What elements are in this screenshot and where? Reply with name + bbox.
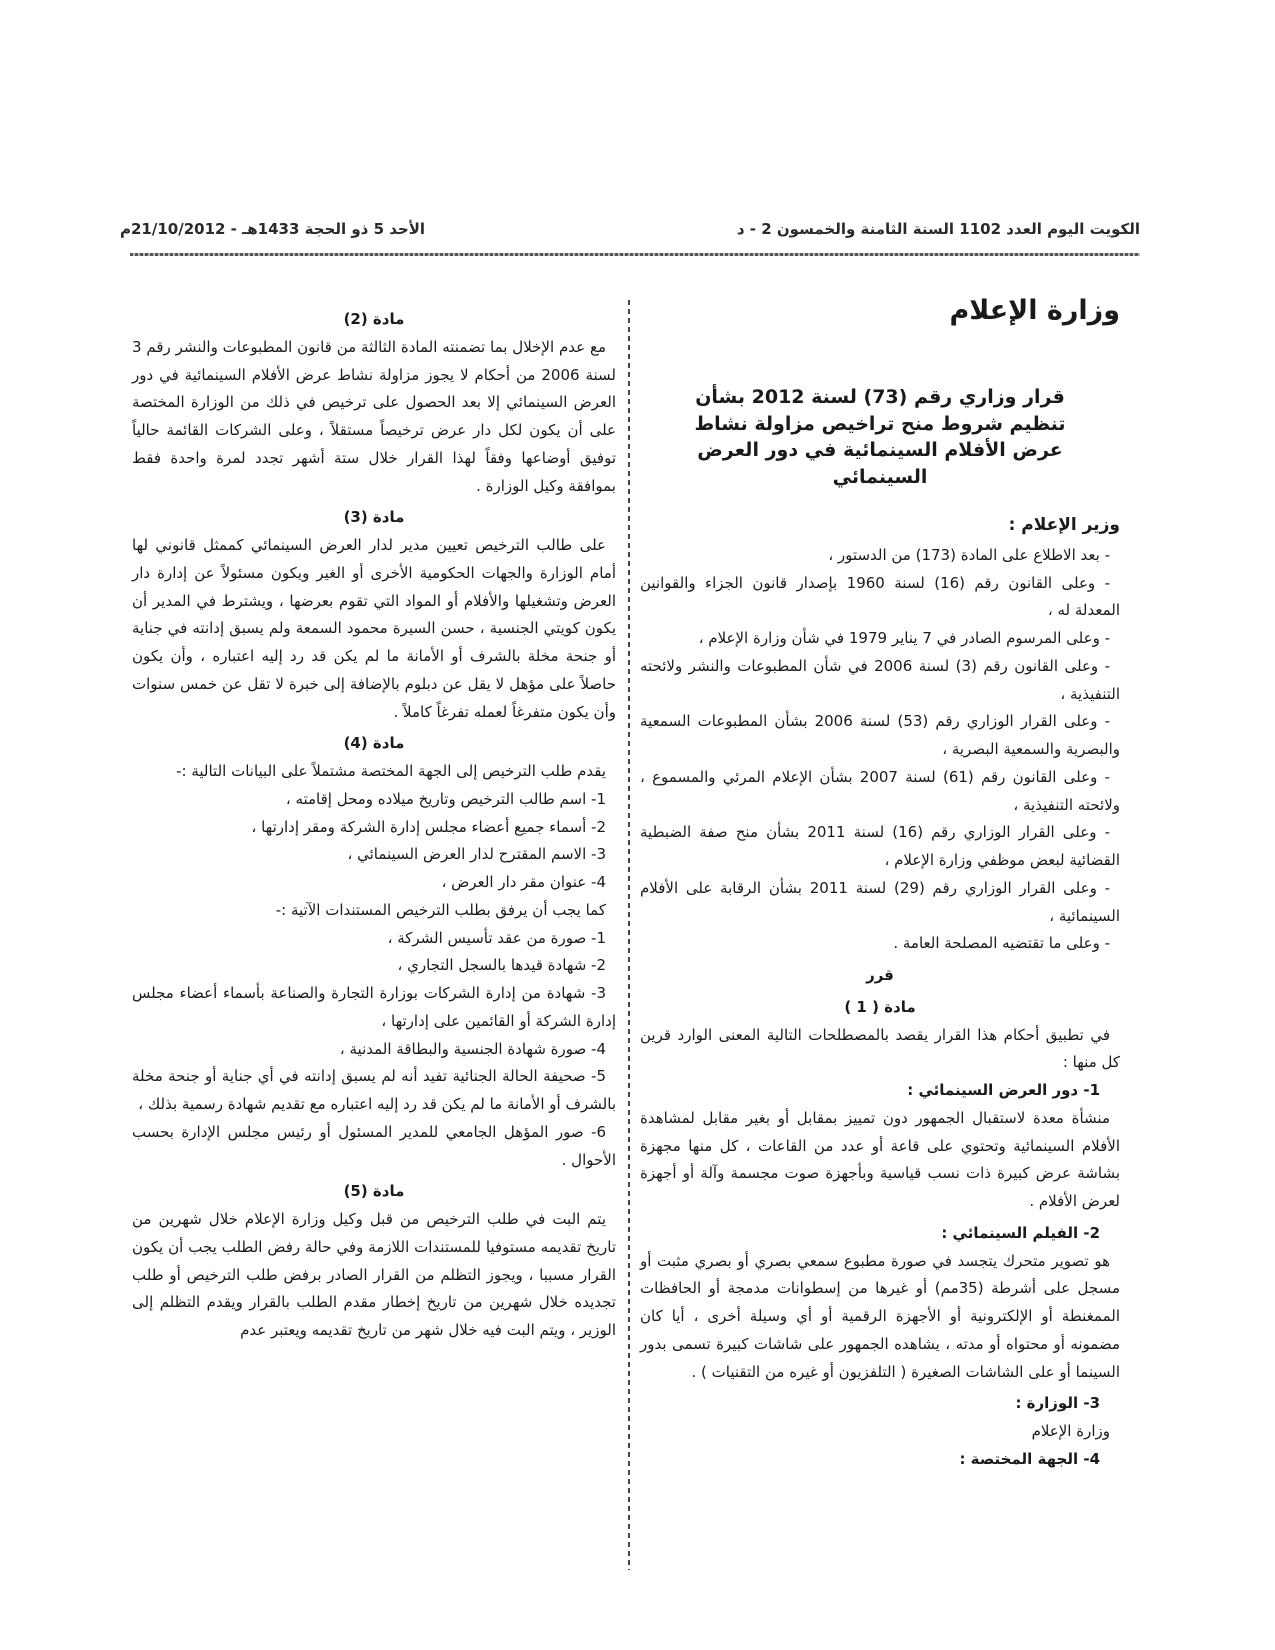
- list-item: 3- الاسم المقترح لدار العرض السينمائي ،: [347, 845, 606, 864]
- list-item: 4- عنوان مقر دار العرض ،: [441, 873, 606, 891]
- column-divider: [628, 300, 630, 1570]
- list-item: 2- شهادة قيدها بالسجل التجاري ،: [397, 956, 606, 975]
- preamble-item: - وعلى القانون رقم (3) لسنة 2006 في شأن المطبوعات والنشر ولائحته التنفيذية ،: [640, 656, 1120, 703]
- article-5-text: يتم البت في طلب الترخيص من قبل وكيل وزارة الإعلام خلال شهرين من تاريخ تقديمه مستوفيا للمستندات اللازمة وفي حالة رفض الطلب يجب أن يكون القرار مسببا ، ويجوز التظلم من القرار الصادر برفض طلب الترخيص أو طلب تجديده خلال شهرين من تاريخ إخطار مقدم الطلب بالقرار ويقدم التظلم إلى الوزير ، ويتم البت فيه خلال شهر من تاريخ تقديمه ويعتبر عدم: [132, 1210, 616, 1339]
- left-column: [132, 302, 616, 1345]
- list-item: 3- شهادة من إدارة الشركات بوزارة التجارة والصناعة بأسماء أعضاء مجلس إدارة الشركة أو القائمين على إدارتها ،: [132, 984, 616, 1030]
- article-4-intro: يقدم طلب الترخيص إلى الجهة المختصة مشتملاً على البيانات التالية :-: [176, 762, 606, 780]
- gazette-issue-info: الكويت اليوم العدد 1102 السنة الثامنة والخمسون 2 - د: [736, 220, 1140, 238]
- preamble-item: - وعلى القانون رقم (16) لسنة 1960 بإصدار قانون الجزاء والقوانين المعدلة له ،: [640, 573, 1120, 620]
- gazette-date: الأحد 5 ذو الحجة 1433هـ - 21/10/2012م: [120, 220, 426, 238]
- article-heading: مادة (3): [343, 508, 405, 527]
- list-item: 4- صورة شهادة الجنسية والبطاقة المدنية ،: [339, 1039, 606, 1058]
- preamble-item: - وعلى المرسوم الصادر في 7 يناير 1979 في شأن وزارة الإعلام ،: [698, 629, 1110, 647]
- preamble-item: - وعلى القرار الوزاري رقم (53) لسنة 2006 بشأن المطبوعات السمعية والبصرية والسمعية البصرية ،: [640, 712, 1120, 758]
- preamble-item: - وعلى القرار الوزاري رقم (29) لسنة 2011 بشأن الرقابة على الأفلام السينمائية ،: [640, 878, 1120, 925]
- decision-title: قرار وزاري رقم (73) لسنة 2012 بشأن تنظيم شروط منح تراخيص مزاولة نشاط عرض الأفلام السينمائية في دور العرض السينمائي: [694, 385, 1066, 488]
- page-header: [120, 216, 1140, 246]
- term-heading: 2- الفيلم السينمائي :: [941, 1223, 1100, 1242]
- documents-intro: كما يجب أن يرفق بطلب الترخيص المستندات الآتية :-: [275, 900, 606, 919]
- term-heading: 1- دور العرض السينمائي :: [907, 1081, 1100, 1099]
- ministry-title: وزارة الإعلام: [949, 295, 1120, 326]
- term-heading: 4- الجهة المختصة :: [959, 1449, 1100, 1468]
- preamble-item: - بعد الاطلاع على المادة (173) من الدستور ،: [828, 545, 1110, 564]
- term-definition: وزارة الإعلام: [1031, 1422, 1110, 1440]
- term-definition: هو تصوير متحرك يتجسد في صورة مطبوع سمعي بصري أو بصري مثبت أو مسجل على أشرطة (35مم) أو غيرها من إسطوانات مدمجة أو الحافظات الممغنطة أو الإلكترونية أو الأجهزة الرقمية أو أي وسيلة أخرى ، أيا كان مضمونه أو محتواه أو مدته ، يشاهده الجمهور على شاشات كبيرة تسمى بدور السينما أو على الشاشات الصغيرة ( التلفزيون أو غيره من التقنيات ) .: [640, 1251, 1121, 1381]
- minister-heading: وزير الإعلام :: [1008, 515, 1120, 536]
- article-heading: مادة (5): [343, 1182, 405, 1201]
- list-item: 1- اسم طالب الترخيص وتاريخ ميلاده ومحل إقامته ،: [285, 789, 606, 808]
- article-2-text: مع عدم الإخلال بما تضمنته المادة الثالثة من قانون المطبوعات والنشر رقم 3 لسنة 2006 من أحكام لا يجوز مزاولة نشاط عرض الأفلام السينمائية في دور العرض السينمائي إلا بعد الحصول على ترخيص في ذلك من الوزارة المختصة على أن يكون لكل دار عرض ترخيصاً مستقلاً ، وعلى الشركات القائمة حالياً توفيق أوضاعها وفقاً لهذا القرار خلال ستة أشهر تجدد لمرة واحدة فقط بموافقة وكيل الوزارة .: [132, 337, 616, 495]
- term-heading: 3- الوزارة :: [1015, 1394, 1100, 1413]
- article-heading: مادة ( 1 ): [844, 997, 916, 1016]
- right-column: [640, 286, 1120, 1474]
- preamble-item: - وعلى القرار الوزاري رقم (16) لسنة 2011 بشأن منح صفة الضبطية القضائية لبعض موظفي وزارة الإعلام ،: [640, 823, 1120, 869]
- preamble-item: - وعلى القانون رقم (61) لسنة 2007 بشأن الإعلام المرئي والمسموع ، ولائحته التنفيذية ،: [640, 767, 1120, 814]
- list-item: 5- صحيفة الحالة الجنائية تفيد أنه لم يسبق إدانته في أي جناية أو جنحة مخلة بالشرف أو الأمانة ما لم يكن قد رد إليه اعتباره مع تقديم شهادة رسمية بذلك ،: [132, 1067, 616, 1113]
- article-heading: مادة (4): [343, 734, 405, 753]
- article-3-text: على طالب الترخيص تعيين مدير لدار العرض السينمائي كممثل قانوني لها أمام الوزارة والجهات الحكومية الأخرى أو الغير ويكون مسئولاً عن إدارة دار العرض وتشغيلها والأفلام أو المواد التي تقوم بعرضها ، ويشترط في المدير أن يكون كويتي الجنسية ، حسن السيرة محمود السمعة ولم يسبق إدانته في جناية أو جنحة مخلة بالشرف أو الأمانة ما لم يكن قد رد إليه اعتباره ، وأن يكون حاصلاً على مؤهل لا يقل عن دبلوم بالإضافة إلى خبرة لا تقل عن خمس سنوات وأن يكون متفرغاً لعمله تفرغاً كاملاً .: [132, 536, 616, 721]
- list-item: 1- صورة من عقد تأسيس الشركة ،: [387, 928, 606, 947]
- article-1-intro: في تطبيق أحكام هذا القرار يقصد بالمصطلحات التالية المعنى الوارد قرين كل منها :: [640, 1025, 1120, 1072]
- article-heading: مادة (2): [343, 310, 405, 328]
- preamble-item: - وعلى ما تقتضيه المصلحة العامة .: [893, 934, 1110, 953]
- list-item: 2- أسماء جميع أعضاء مجلس إدارة الشركة ومقر إدارتها ،: [251, 817, 606, 836]
- header-rule: [130, 253, 1140, 256]
- term-definition: منشأة معدة لاستقبال الجمهور دون تمييز بمقابل أو بغير مقابل لمشاهدة الأفلام السينمائية وتحتوي على قاعة أو عدد من القاعات ، كل منها مجهزة بشاشة عرض كبيرة ذات نسب قياسية وبأجهزة صوت مجسمة وآلة أو أجهزة لعرض الأفلام .: [640, 1108, 1120, 1210]
- decides-heading: قرر: [866, 966, 894, 984]
- list-item: 6- صور المؤهل الجامعي للمدير المسئول أو رئيس مجلس الإدارة بحسب الأحوال .: [132, 1122, 616, 1169]
